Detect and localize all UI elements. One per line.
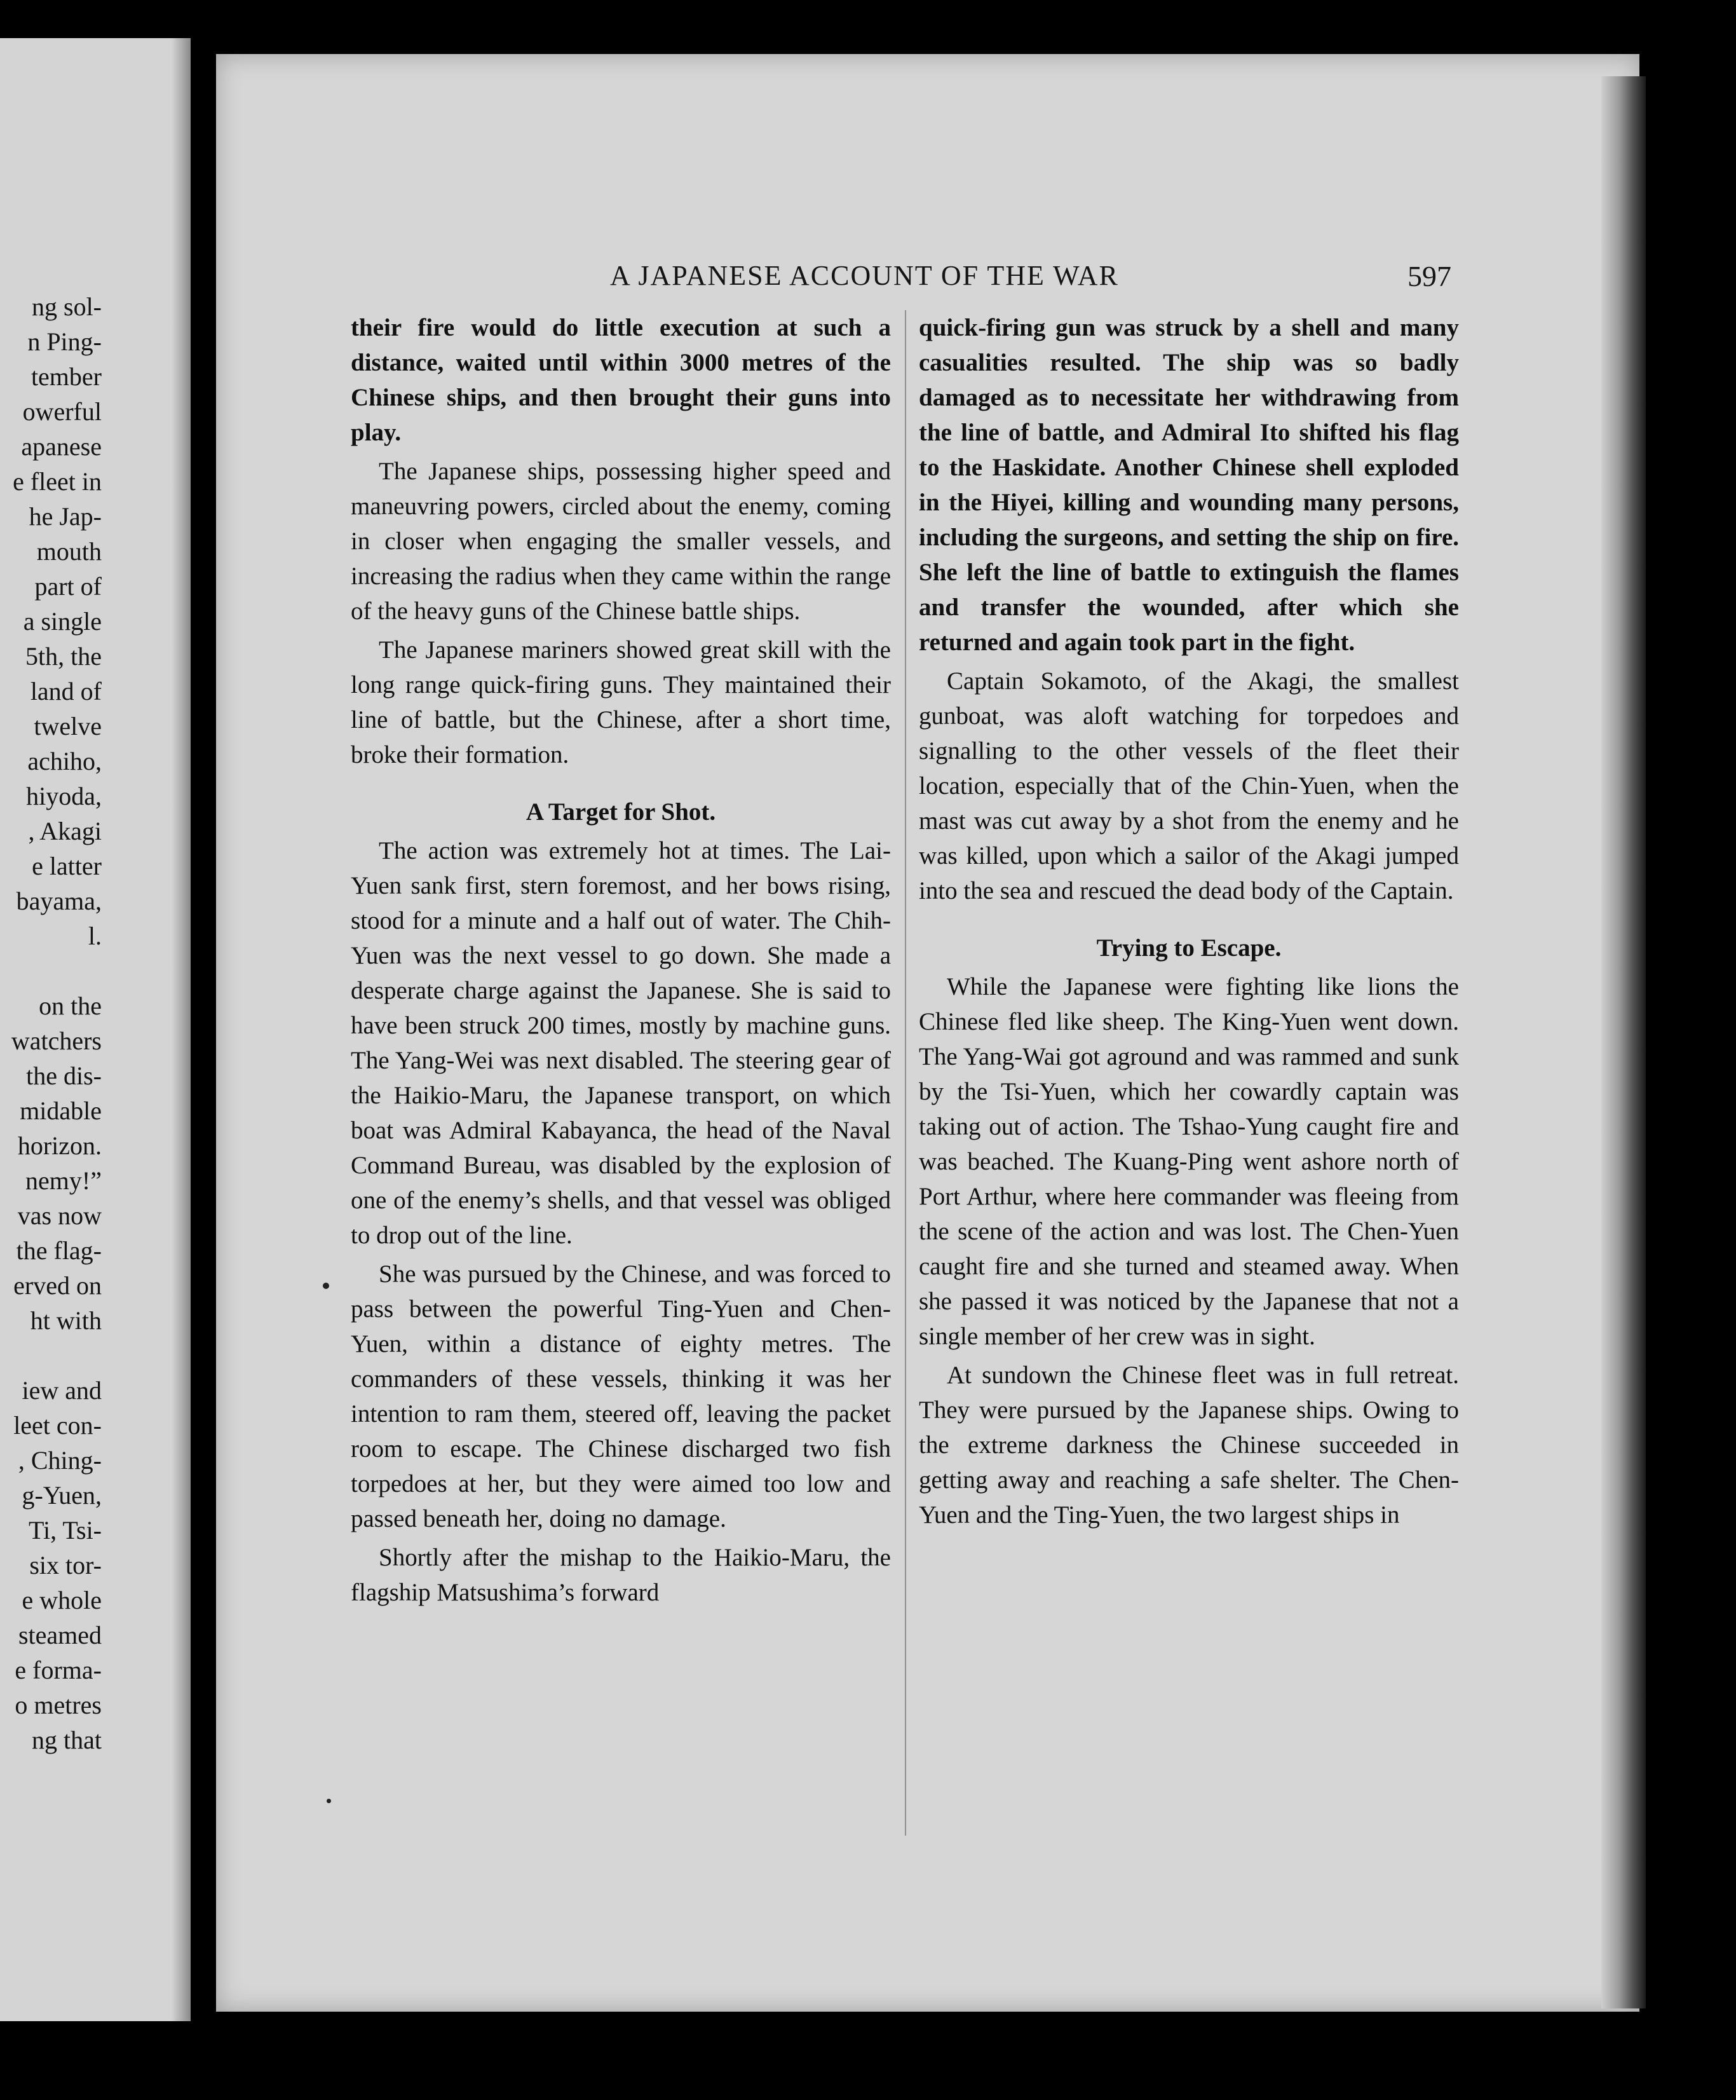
running-head: A JAPANESE ACCOUNT OF THE WAR — [610, 260, 1119, 291]
facing-page-line: o metres — [15, 1691, 102, 1719]
paragraph: While the Japanese were fighting like lions the Chinese fled like sheep. The King-Yuen went down. The Yang-Wai got aground and was rammed and sunk by the Tsi-Yuen, which her cowardly captain was taking out of action. The Tshao-Yung caught fire and was beached. The Kuang-Ping went ashore north of Port Arthur, where here commander was fleeing from the scene of the action and was lost. The Chen-Yuen caught fire and she turned and steamed away. When she passed it was noticed by the Japanese that not a single member of her crew was in sight. — [919, 973, 1459, 1350]
paragraph: She was pursued by the Chinese, and was forced to pass between the powerful Ting-Yuen and Chen-Yuen, within a distance of eighty metres. The commanders of these vessels, thinking it was her intention to ram them, steered off, leaving the packet room to escape. The Chinese discharged two fish torpedoes at her, but they were aimed too low and passed beneath her, doing no damage. — [351, 1260, 891, 1532]
facing-page-line: part of — [34, 572, 102, 601]
facing-page-line: on the — [39, 992, 102, 1020]
facing-page-line: horizon. — [17, 1131, 102, 1160]
section-heading: A Target for Shot. — [526, 798, 716, 826]
facing-page-line: e latter — [32, 852, 102, 880]
facing-page-line — [11, 953, 102, 988]
facing-page-line: Ti, Tsi- — [28, 1516, 102, 1544]
facing-page-line: n Ping- — [27, 327, 102, 356]
facing-page-line: l. — [88, 922, 102, 950]
facing-page-line: e forma- — [15, 1656, 102, 1684]
facing-page-line: watchers — [11, 1026, 102, 1055]
right-column — [919, 310, 1459, 1532]
facing-page-line: mouth — [36, 537, 102, 566]
page-edge — [1601, 76, 1646, 2008]
facing-page-line: , Ching- — [18, 1446, 102, 1475]
paragraph: The action was extremely hot at times. The Lai-Yuen sank first, stern foremost, and her bows rising, stood for a minute and a half out of water. The Chih-Yuen was the next vessel to go down. She made a desperate charge against the Japanese. She is said to have been struck 200 times, mostly by machine guns. The Yang-Wei was next disabled. The steering gear of the Haikio-Maru, the Japanese transport, on which boat was Admiral Kabayanca, the head of the Naval Command Bureau, was disabled by the explosion of one of the enemy’s shells, and that vessel was obliged to drop out of the line. — [351, 837, 891, 1249]
facing-page-line: erved on — [13, 1271, 102, 1300]
facing-page-line: twelve — [34, 712, 102, 740]
column-divider — [905, 310, 906, 1836]
facing-page-line: achiho, — [27, 747, 102, 775]
paragraph: quick-firing gun was struck by a shell and many casualities resulted. The ship was so badly damaged as to necessitate her withdrawing from the line of battle, and Admiral Ito shifted his flag to the Haskidate. Another Chinese shell exploded in the Hiyei, killing and wounding many persons, including the surgeons, and setting the ship on fire. She left the line of battle to extinguish the flames and transfer the wounded, after which she returned and again took part in the fight. — [919, 314, 1459, 656]
facing-page-line: bayama, — [16, 887, 102, 915]
facing-page-line: the dis- — [26, 1061, 102, 1090]
facing-page-line: he Jap- — [29, 502, 102, 531]
facing-page-line: midable — [20, 1096, 102, 1125]
facing-page-line: e fleet in — [13, 467, 102, 496]
facing-page-line: tember — [31, 362, 102, 391]
page-number: 597 — [1407, 260, 1451, 292]
facing-page-line: owerful — [22, 397, 102, 426]
facing-page-line: nemy!” — [25, 1166, 102, 1195]
section-heading: Trying to Escape. — [1096, 934, 1282, 962]
facing-page-fragment — [0, 38, 191, 2021]
facing-page-line: vas now — [17, 1201, 102, 1230]
facing-page-line — [11, 1338, 102, 1373]
facing-page-line: apanese — [21, 432, 102, 461]
ink-speck — [323, 1283, 329, 1289]
paragraph: Shortly after the mishap to the Haikio-Maru, the flagship Matsushima’s forward — [351, 1544, 891, 1606]
facing-page-line: ng that — [32, 1726, 102, 1754]
facing-page-line: g-Yuen, — [22, 1481, 102, 1510]
facing-page-line: hiyoda, — [26, 782, 102, 810]
facing-page-line: steamed — [18, 1621, 102, 1649]
paragraph: their fire would do little execution at such a distance, waited until within 3000 metres of the Chinese ships, and then brought their guns into play. — [351, 314, 891, 446]
facing-page-line: a single — [23, 607, 102, 636]
paragraph: At sundown the Chinese fleet was in full retreat. They were pursued by the Japanese ships. Owing to the extreme darkness the Chinese succeeded in getting away and reaching a safe shelter. The Chen-Yuen and the Ting-Yuen, the two largest ships in — [919, 1361, 1459, 1529]
ink-speck — [327, 1799, 331, 1803]
facing-page-line: , Akagi — [28, 817, 102, 845]
paragraph: Captain Sokamoto, of the Akagi, the smallest gunboat, was aloft watching for torpedoes and signalling to the other vessels of the fleet their location, especially that of the Chin-Yuen, when the mast was cut away by a shot from the enemy and he was killed, upon which a sailor of the Akagi jumped into the sea and rescued the dead body of the Captain. — [919, 667, 1459, 904]
facing-page-line: ng sol- — [32, 292, 102, 321]
facing-page-text — [11, 289, 102, 1757]
facing-page-line: the flag- — [16, 1236, 102, 1265]
facing-page-line: 5th, the — [25, 642, 102, 671]
facing-page-line: e whole — [22, 1586, 102, 1614]
facing-page-line: leet con- — [13, 1411, 102, 1440]
facing-page-line: land of — [30, 677, 102, 706]
paragraph: The Japanese ships, possessing higher speed and maneuvring powers, circled about the enemy, coming in closer when engaging the smaller vessels, and increasing the radius when they came within the range of the heavy guns of the Chinese battle ships. — [351, 458, 891, 625]
facing-page-line: six tor- — [29, 1551, 102, 1579]
facing-page-line: ht with — [30, 1306, 102, 1335]
gutter-shadow — [172, 38, 191, 2021]
left-column — [351, 310, 891, 1610]
paragraph: The Japanese mariners showed great skill with the long range quick-firing guns. They maintained their line of battle, but the Chinese, after a short time, broke their formation. — [351, 636, 891, 768]
facing-page-line: iew and — [22, 1376, 102, 1405]
